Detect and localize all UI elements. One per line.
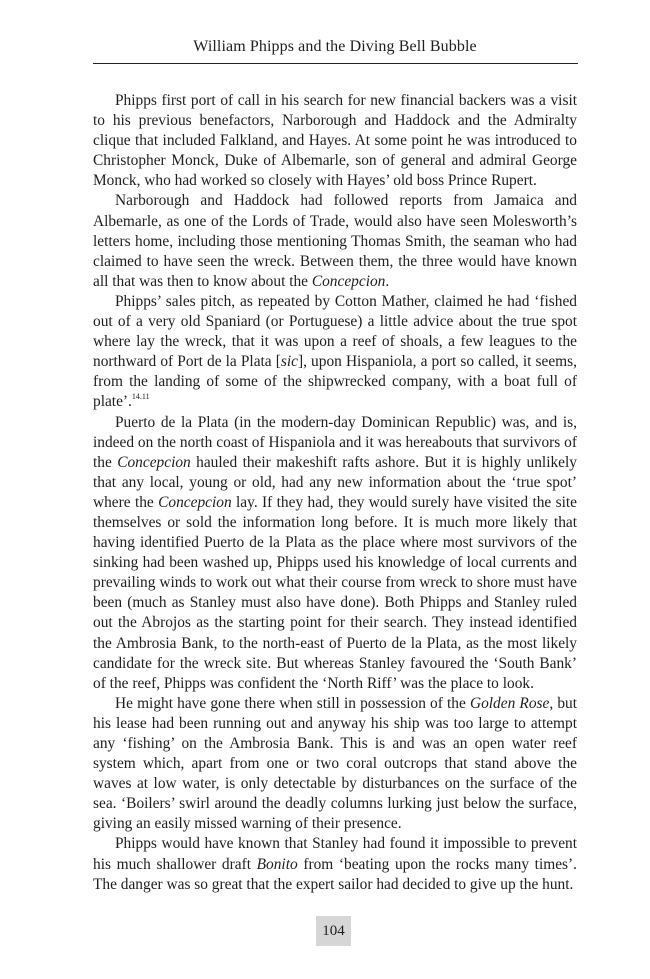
- ship-name: Concepcion: [158, 493, 232, 511]
- page-number: 104: [316, 916, 351, 946]
- running-header: William Phipps and the Diving Bell Bubble: [193, 38, 477, 55]
- footnote-reference: 14.11: [131, 392, 150, 402]
- paragraph-3: Phipps’ sales pitch, as repeated by Cotton Mather, claimed he had ‘fished out of a very old Spaniard (or Portuguese) a little advice about the true spot where lay the wreck, that it was upon a reef of shoals, a few leagues to the northward of Port de la Plata [sic], upon Hispaniola, a port so called, it seems, from the landing of some of the shipwrecked company, with a boat full of plate’.$^{14.11}$: [93, 292, 577, 411]
- header-rule: [93, 63, 578, 64]
- paragraph-5: He might have gone there when still in possession of the Golden Rose, but his lease had been running out and anyway his ship was too large to attempt any ‘fishing’ on the Ambrosia Bank. This is and was an open water reef system which, apart from one or two coral outcrops that stand above the waves at low water, is only detectable by disturbances on the surface of the sea. ‘Boilers’ swirl around the deadly columns lurking just below the surface, giving an easily missed warning of their presence.: [93, 694, 577, 833]
- sic-note: sic: [280, 353, 298, 371]
- ship-name: Concepcion: [117, 453, 191, 471]
- paragraph-1: Phipps first port of call in his search for new financial backers was a visit to his previous benefactors, Narborough and Haddock and the Admiralty clique that included Falkland, and Hayes. At some point he was introduced to Christopher Monck, Duke of Albemarle, son of general and admiral George Monck, who had worked so closely with Hayes’ old boss Prince Rupert.: [93, 92, 577, 190]
- paragraph-6: Phipps would have known that Stanley had found it impossible to prevent his much shallower draft Bonito from ‘beating upon the rocks many times’. The danger was so great that the expert sailor had decided to give up the hunt.: [93, 835, 577, 893]
- ship-name: Concepcion: [311, 272, 386, 290]
- paragraph-4: Puerto de la Plata (in the modern-day Dominican Republic) was, and is, indeed on the north coast of Hispaniola and it was hereabouts that survivors of the Concepcion hauled their makeshift rafts ashore. But it is highly unlikely that any local, young or old, had any new information about the ‘true spot’ where the Concepcion lay. If they had, they would surely have visited the site themselves or sold the information long before. It is much more likely that having identified Puerto de la Plata as the place where most survivors of the sinking had been washed up, Phipps used his knowledge of local currents and prevailing winds to work out what their course from wreck to shore must have been (much as Stanley must also have done). Both Phipps and Stanley ruled out the Abrojos as the starting point for their search. They instead identified the Ambrosia Bank, to the north-east of Puerto de la Plata, as the most likely candidate for the wreck site. But whereas Stanley favoured the ‘South Bank’ of the reef, Phipps was confident the ‘North Riff’ was the place to look.: [93, 413, 577, 692]
- ship-name: Golden Rose: [469, 694, 550, 712]
- paragraph-2: Narborough and Haddock had followed reports from Jamaica and Albemarle, as one of the Lords of Trade, would also have seen Molesworth’s letters home, including those mentioning Thomas Smith, the seaman who had claimed to have seen the wreck. Between them, the three would have known all that was then to know about the Concepcion.: [93, 192, 577, 290]
- ship-name: Bonito: [256, 855, 298, 873]
- body-text: [93, 91, 577, 895]
